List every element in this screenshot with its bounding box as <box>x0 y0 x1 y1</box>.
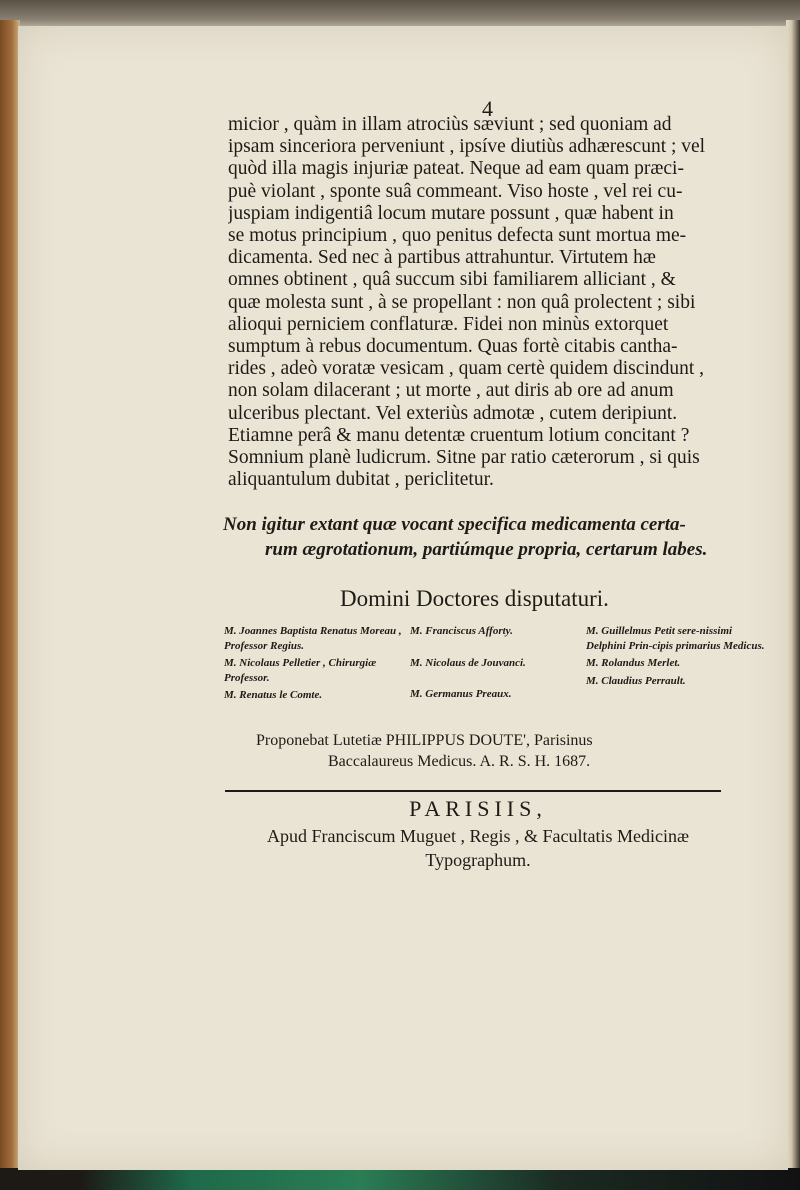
body-line: micior , quàm in illam atrociùs sæviunt ; sed quoniam ad <box>228 114 672 135</box>
doctors-heading: Domini Doctores disputaturi. <box>340 586 609 611</box>
body-line: Somnium planè ludicrum. Sitne par ratio cæterorum , si quis <box>228 447 700 469</box>
body-line: Etiamne perâ & manu detentæ cruentum lotium concitant ? <box>228 424 690 446</box>
body-line: omnes obtinent , quâ succum sibi familiarem alliciant , & <box>228 269 676 291</box>
doctor-entry: M. Nicolaus de Jouvanci. <box>410 656 526 669</box>
book-spine-edge <box>0 20 20 1190</box>
body-text <box>228 114 758 491</box>
body-line: sumptum à rebus documentum. Quas fortè citabis cantha- <box>228 336 678 358</box>
scan-background-strip <box>0 1168 800 1190</box>
doctor-entry: M. Germanus Preaux. <box>410 688 512 700</box>
body-line: quæ molesta sunt , à se propellant : non quâ prolectent ; sibi <box>228 291 696 313</box>
doctors-column-2 <box>410 624 582 719</box>
doctor-entry: M. Rolandus Merlet. <box>586 657 681 669</box>
thesis-line-2: rum ægrotationum, partiúmque propria, certarum labes. <box>265 539 708 560</box>
doctor-entry: M. Franciscus Afforty. <box>410 625 513 637</box>
body-line: quòd illa magis injuriæ pateat. Neque ad eam quam præci- <box>228 158 684 180</box>
body-line: puè violant , sponte suâ commeant. Viso hoste , vel rei cu- <box>228 180 683 202</box>
doctor-entry: M. Joannes Baptista Renatus Moreau , Professor Regius. <box>224 625 402 652</box>
thesis-statement <box>223 512 763 562</box>
body-line: rides , adeò voratæ vesicam , quam certè quidem discindunt , <box>228 358 704 380</box>
doctor-entry: M. Nicolaus Pelletier , Chirurgiæ Professor. <box>224 657 377 684</box>
imprint-line-2: Typographum. <box>425 850 531 870</box>
doctor-entry: M. Claudius Perrault. <box>586 674 686 687</box>
imprint-line-1: Apud Franciscum Muguet , Regis , & Facultatis Medicinæ <box>267 826 689 846</box>
body-line: alioqui perniciem conflaturæ. Fidei non minùs extorquet <box>228 313 669 335</box>
proponent-line-1: Proponebat Lutetiæ PHILIPPUS DOUTE', Parisinus <box>256 732 593 749</box>
book-fore-edge <box>786 20 800 1190</box>
proponent-block <box>256 730 756 772</box>
body-line: se motus principium , quo penitus defecta sunt mortua me- <box>228 225 687 247</box>
page-number: 4 <box>482 96 493 121</box>
body-line: ulceribus plectant. Vel exteriùs admotæ , cutem deripiunt. <box>228 402 678 424</box>
body-line: ipsam sinceriora perveniunt , ipsíve diutiùs adhærescunt ; vel <box>228 136 706 158</box>
body-line: juspiam indigentiâ locum mutare possunt , quæ habent in <box>228 202 674 224</box>
doctors-column-1 <box>224 624 404 706</box>
doctor-entry: M. Renatus le Comte. <box>224 689 323 701</box>
printer-imprint <box>218 794 738 872</box>
body-line: non solam dilacerant ; ut morte , aut diris ab ore ad anum <box>228 380 674 402</box>
body-line: dicamenta. Sed nec à partibus attrahuntur. Virtutem hæ <box>228 247 656 269</box>
doctors-column-3 <box>586 624 766 691</box>
imprint-city: PARISIIS, <box>409 796 547 821</box>
book-page <box>18 26 788 1170</box>
proponent-line-2: Baccalaureus Medicus. A. R. S. H. 1687. <box>328 753 591 770</box>
book-top-edge <box>0 0 800 28</box>
divider-rule <box>225 790 721 792</box>
body-line: aliquantulum dubitat , periclitetur. <box>228 469 494 491</box>
thesis-line-1: Non igitur extant quæ vocant specifica medicamenta certa- <box>223 514 686 535</box>
doctor-entry: M. Guillelmus Petit sere-nissimi Delphini Prin-cipis primarius Medicus. <box>586 625 765 652</box>
